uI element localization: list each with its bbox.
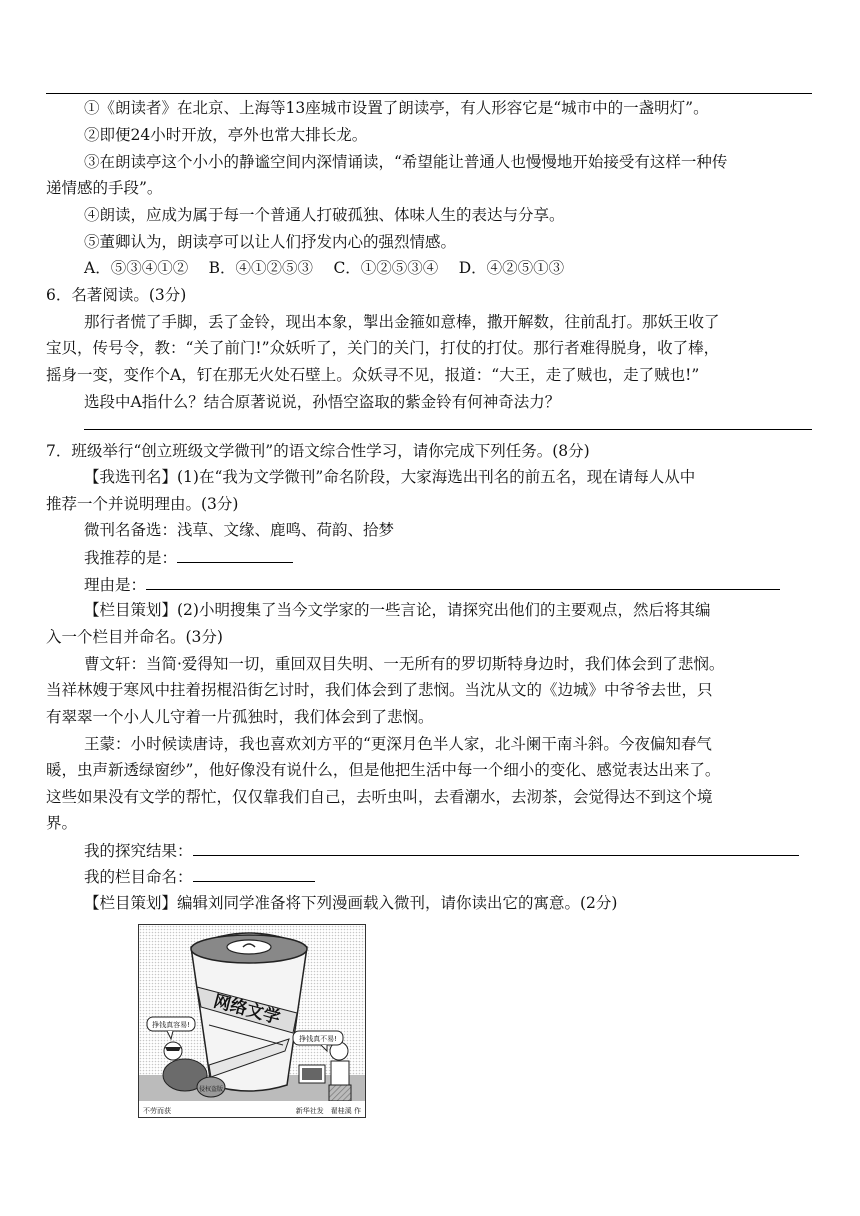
cartoon-bubble-left: 挣钱真容易! <box>152 1021 190 1029</box>
q5-item-1: ①《朗读者》在北京、上海等13座城市设置了朗读亭，有人形容它是“城市中的一盏明灯”。 <box>84 99 709 117</box>
q7-column-row <box>84 865 315 888</box>
q6-passage-line-2: 宝贝，传号令，教：“关了前门!”众妖听了，关门的关门，打仗的打仗。那行者难得脱身，收了棒， <box>46 339 720 357</box>
q6-answer-line[interactable] <box>84 429 812 430</box>
q7-part1-line-2: 推荐一个并说明理由。(3分) <box>46 495 239 513</box>
recommend-answer-blank[interactable] <box>177 546 293 563</box>
q5-options: A．⑤③④①② B．④①②⑤③ C．①②⑤③④ D．④②⑤①③ <box>84 259 565 277</box>
q7-result-row <box>84 839 799 862</box>
reason-answer-blank[interactable] <box>146 573 780 590</box>
cartoon-banner-text: 网络文学 <box>211 991 283 1029</box>
q5-item-5: ⑤董卿认为，朗读亭可以让人们抒发内心的强烈情感。 <box>84 233 457 251</box>
cao-quote-line-2: 当祥林嫂于寒风中拄着拐棍沿街乞讨时，我们体会到了悲悯。当沈从文的《边城》中爷爷去世，只 <box>46 681 713 699</box>
q7-part1-line-1: 【我选刊名】(1)在“我为文学微刊”命名阶段，大家海选出刊名的前五名，现在请每人从中 <box>84 468 696 486</box>
cao-quote-line-1: 曹文轩：当简·爱得知一切，重回双目失明、一无所有的罗切斯特身边时，我们体会到了悲悯。 <box>84 655 725 673</box>
cartoon-image <box>138 924 366 1118</box>
top-divider <box>46 93 812 94</box>
q5-item-4: ④朗读，应成为属于每一个普通人打破孤独、体味人生的表达与分享。 <box>84 206 565 224</box>
q5-item-3-cont: 递情感的手段”。 <box>46 179 163 197</box>
cartoon-sack-text: 侵权盗版 <box>198 1086 224 1093</box>
recommend-label: 我推荐的是： <box>84 549 178 567</box>
wang-quote-line-1: 王蒙：小时候读唐诗，我也喜欢刘方平的“更深月色半人家，北斗阑干南斗斜。今夜偏知春气 <box>84 735 712 753</box>
q6-passage-line-1: 那行者慌了手脚，丢了金铃，现出本象，掣出金箍如意棒，撒开解数，往前乱打。那妖王收了 <box>84 313 720 331</box>
column-label: 我的栏目命名： <box>84 868 193 886</box>
wang-quote-line-4: 界。 <box>46 814 78 832</box>
reason-label: 理由是： <box>84 576 147 594</box>
cartoon-drawing <box>139 925 365 1117</box>
cartoon-caption-left: 不劳而获 <box>143 1107 171 1115</box>
cao-quote-line-3: 有翠翠一个小人儿守着一片孤独时，我们体会到了悲悯。 <box>46 708 434 726</box>
q7-candidates: 微刊名备选：浅草、文缘、鹿鸣、荷韵、拾梦 <box>84 521 395 539</box>
q7-part2-line-2: 入一个栏目并命名。(3分) <box>46 628 223 646</box>
result-answer-blank[interactable] <box>193 839 799 856</box>
wang-quote-line-2: 暖，虫声新透绿窗纱”，他好像没有说什么，但是他把生活中每一个细小的变化、感觉表达出来了。 <box>46 761 721 779</box>
cartoon-caption-right: 新华社发 翟桂溪 作 <box>295 1107 361 1115</box>
q6-passage-line-3: 摇身一变，变作个A，钉在那无火处石壁上。众妖寻不见，报道：“大王，走了贼也，走了贼也!” <box>46 366 700 384</box>
cartoon-bubble-right: 挣钱真不易! <box>299 1035 337 1043</box>
q6-question: 选段中A指什么？结合原著说说，孙悟空盗取的紫金铃有何神奇法力？ <box>84 393 561 411</box>
q5-item-2: ②即便24小时开放，亭外也常大排长龙。 <box>84 126 368 144</box>
q7-part2-line-1: 【栏目策划】(2)小明搜集了当今文学家的一些言论，请探究出他们的主要观点，然后将其编 <box>84 601 711 619</box>
q7-recommend-row <box>84 546 293 569</box>
q7-part3: 【栏目策划】编辑刘同学准备将下列漫画载入微刊，请你读出它的寓意。(2分) <box>84 894 618 912</box>
q7-reason-row <box>84 573 780 596</box>
result-label: 我的探究结果： <box>84 842 193 860</box>
q6-heading: 6．名著阅读。(3分) <box>46 286 187 304</box>
wang-quote-line-3: 这些如果没有文学的帮忙，仅仅靠我们自己，去听虫叫，去看潮水，去沏茶，会觉得达不到这个境 <box>46 788 713 806</box>
q5-item-3: ③在朗读亭这个小小的静谧空间内深情诵读，“希望能让普通人也慢慢地开始接受有这样一种传 <box>84 153 728 171</box>
q7-heading: 7．班级举行“创立班级文学微刊”的语文综合性学习，请你完成下列任务。(8分) <box>46 442 590 460</box>
column-answer-blank[interactable] <box>193 865 315 882</box>
